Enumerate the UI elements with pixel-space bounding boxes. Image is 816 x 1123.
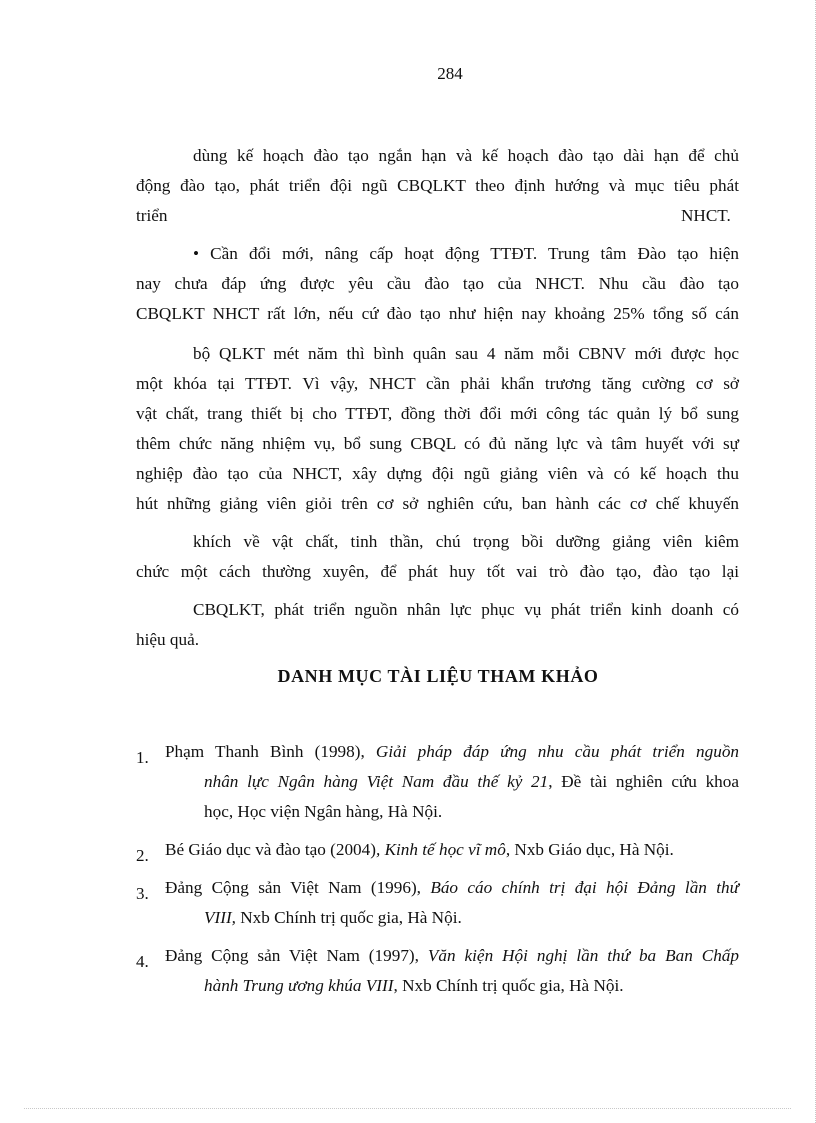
body-line: khích về vật chất, tinh thần, chú trọng bồi dưỡng giảng viên kiêm: [193, 532, 739, 551]
reference-line: hành Trung ương khúa VIII, Nxb Chính trị quốc gia, Hà Nội.: [204, 976, 624, 995]
reference-number: 4.: [136, 952, 149, 971]
reference-number: 3.: [136, 884, 149, 903]
body-line-split-right: NHCT.: [681, 206, 731, 225]
body-line: hút những giảng viên giỏi trên cơ sở nghiên cứu, ban hành các cơ chế khuyến: [136, 494, 739, 513]
reference-line: Đảng Cộng sản Việt Nam (1996), Báo cáo chính trị đại hội Đảng lần thứ: [165, 878, 739, 897]
reference-line: Phạm Thanh Bình (1998), Giải pháp đáp ứng nhu cầu phát triển nguồn: [165, 742, 740, 761]
body-line: CBQLKT NHCT rất lớn, nếu cứ đào tạo như hiện nay khoảng 25% tổng số cán: [136, 304, 739, 323]
reference-line: Bé Giáo dục và đào tạo (2004), Kinh tế học vĩ mô, Nxb Giáo dục, Hà Nội.: [165, 840, 674, 859]
reference-number: 2.: [136, 846, 149, 865]
body-line: CBQLKT, phát triển nguồn nhân lực phục vụ phát triển kinh doanh có: [193, 600, 739, 619]
body-line: hiệu quả.: [136, 630, 200, 649]
page-bottom-border: [24, 1108, 791, 1109]
reference-line: VIII, Nxb Chính trị quốc gia, Hà Nội.: [204, 908, 462, 927]
page-number: 284: [437, 64, 463, 83]
body-line: dùng kế hoạch đào tạo ngắn hạn và kế hoạch đào tạo dài hạn để chủ: [193, 146, 739, 165]
body-line: một khóa tại TTĐT. Vì vậy, NHCT cần phải khẩn trương tăng cường cơ sở: [136, 374, 739, 393]
reference-line: nhân lực Ngân hàng Việt Nam đầu thế kỷ 21, Đề tài nghiên cứu khoa: [204, 772, 739, 791]
body-line: động đào tạo, phát triển đội ngũ CBQLKT theo định hướng và mục tiêu phát: [136, 176, 739, 195]
body-line: vật chất, trang thiết bị cho TTĐT, đồng thời đổi mới công tác quản lý bổ sung: [136, 404, 739, 423]
body-line-split-left: triển: [136, 206, 168, 225]
body-line: chức một cách thường xuyên, để phát huy tốt vai trò đào tạo, đào tạo lại: [136, 562, 739, 581]
reference-line: học, Học viện Ngân hàng, Hà Nội.: [204, 802, 443, 821]
bullet-line: • Cần đổi mới, nâng cấp hoạt động TTĐT. Trung tâm Đào tạo hiện: [193, 244, 739, 263]
body-line: nay chưa đáp ứng được yêu cầu đào tạo của NHCT. Nhu cầu đào tạo: [136, 274, 739, 293]
reference-line: Đảng Cộng sản Việt Nam (1997), Văn kiện Hội nghị lần thứ ba Ban Chấp: [165, 946, 739, 965]
references-heading: DANH MỤC TÀI LIỆU THAM KHẢO: [277, 666, 599, 686]
body-line: bộ QLKT mét năm thì bình quân sau 4 năm mỗi CBNV mới được học: [193, 344, 739, 363]
body-line: thêm chức năng nhiệm vụ, bổ sung CBQL có đủ năng lực và tâm huyết với sự: [136, 434, 739, 453]
reference-number: 1.: [136, 748, 149, 767]
body-line: nghiệp đào tạo của NHCT, xây dựng đội ngũ giảng viên và có kế hoạch thu: [136, 464, 739, 483]
